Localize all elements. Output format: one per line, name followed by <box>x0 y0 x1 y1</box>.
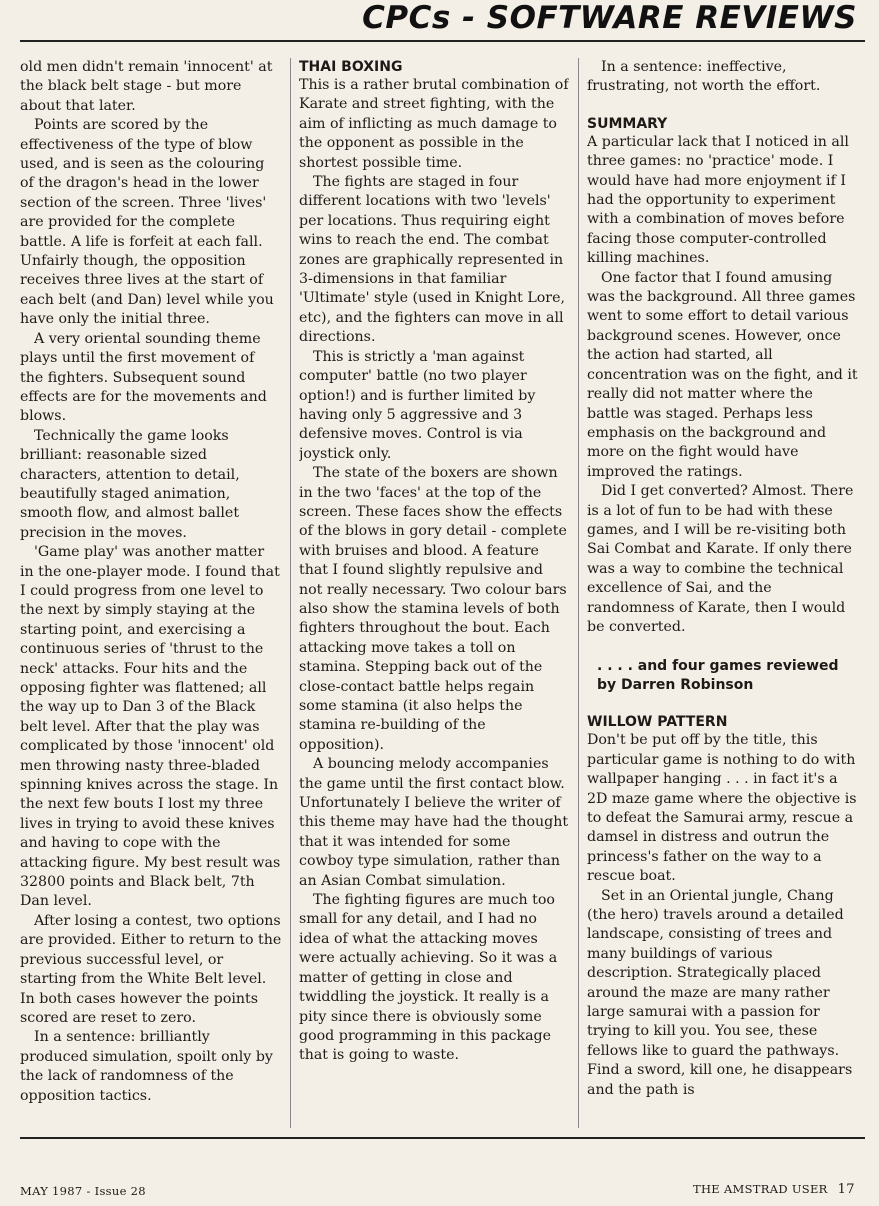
paragraph: Don't be put off by the title, this particular game is nothing to do with wallpaper hanging . . . in fact it's a 2D maze game where the objective is to defeat the Samurai army, rescue a damsel in distress and outrun the princess's father on the way to a rescue boat. <box>587 732 857 885</box>
paragraph: In a sentence: brilliantly produced simulation, spoilt only by the lack of randomness of the opposition tactics. <box>20 1029 273 1104</box>
column-3 <box>587 58 859 1128</box>
paragraph: Did I get converted? Almost. There is a lot of fun to be had with these games, and I will be re-visiting both Sai Combat and Karate. If only there was a way to combine the technical excellence of Sai, and the randomness of Karate, then I would be converted. <box>587 483 854 635</box>
column-1 <box>20 58 282 1128</box>
paragraph: A very oriental sounding theme plays until the first movement of the fighters. Subsequent sound effects are for the movements and blows. <box>20 330 267 425</box>
paragraph: After losing a contest, two options are provided. Either to return to the previous successful level, or starting from the White Belt level. In both cases however the points scored are reset to zero. <box>20 912 282 1026</box>
paragraph: 'Game play' was another matter in the one-player mode. I found that I could progress from one level to the next by simply staying at the starting point, and exercising a continuous series of 'thrust to the neck' attacks. Four hits and the opposing fighter was flattened; all the way up to Dan 3 of the Black belt level. After that the play was complicated by those 'innocent' old men throwing nasty three-bladed spinning knives across the stage. In the next few bouts I lost my three lives in trying to avoid these knives and having to cope with the attacking figure. My best result was 32800 points and Black belt, 7th Dan level. <box>20 544 281 910</box>
page-footer <box>693 1182 855 1197</box>
paragraph: The state of the boxers are shown in the two 'faces' at the top of the screen. These faces show the effects of the blows in gory detail - complete with bruises and blood. A feature that I found slightly repulsive and not really necessary. Two colour bars also show the stamina levels of both fighters throughout the bout. Each attacking move takes a toll on stamina. Stepping back out of the close-contact battle helps regain some stamina (it also helps the stamina re-building of the opposition). <box>299 465 567 753</box>
issue-date: MAY 1987 - Issue 28 <box>20 1184 146 1198</box>
header-rule <box>20 40 865 42</box>
paragraph: In a sentence: ineffective, frustrating, not worth the effort. <box>587 59 821 95</box>
paragraph: Set in an Oriental jungle, Chang (the hero) travels around a detailed landscape, consisting of trees and many buildings of various description. Strategically placed around the maze are many rather large samurai with a passion for trying to kill you. You see, these fellows like to guard the pathways. Find a sword, kill one, he disappears and the path is <box>587 887 853 1098</box>
column-divider <box>290 58 291 1128</box>
section-header: CPCs - SOFTWARE REVIEWS <box>362 0 857 36</box>
column-2 <box>299 58 569 1128</box>
paragraph: A particular lack that I noticed in all three games: no 'practice' mode. I would have had more enjoyment if I had the opportunity to experiment with a combination of moves before facing those computer-controlled killing machines. <box>587 133 849 267</box>
thai-boxing-heading: THAI BOXING <box>299 59 403 75</box>
paragraph: This is strictly a 'man against computer' battle (no two player option!) and is further limited by having only 5 aggressive and 3 defensive moves. Control is via joystick only. <box>299 348 536 462</box>
magazine-name: THE AMSTRAD USER <box>693 1182 828 1196</box>
page-number: 17 <box>837 1182 855 1197</box>
summary-heading: SUMMARY <box>587 115 668 132</box>
credit-line-1: . . . . and four games reviewed <box>597 658 839 675</box>
reviewer-credit <box>597 657 859 695</box>
paragraph: The fighting figures are much too small for any detail, and I had no idea of what the attacking moves were actually achieving. So it was a matter of getting in close and twiddling the joystick. It really is a pity since there is obviously some good programming in this package that is going to waste. <box>299 892 558 1064</box>
column-divider <box>578 58 579 1128</box>
paragraph: Points are scored by the effectiveness of the type of blow used, and is seen as the colouring of the dragon's head in the lower section of the screen. Three 'lives' are provided for the complete battle. A life is forfeit at each fall. Unfairly though, the opposition receives three lives at the start of each belt (and Dan) level while you have only the initial three. <box>20 117 274 328</box>
paragraph: This is a rather brutal combination of Karate and street fighting, with the aim of inflicting as much damage to the opponent as possible in the shortest possible time. <box>299 77 569 171</box>
footer-rule <box>20 1137 865 1139</box>
paragraph: A bouncing melody accompanies the game until the first contact blow. Unfortunately I believe the writer of this theme may have had the thought that it was intended for some cowboy type simulation, rather than an Asian Combat simulation. <box>299 756 569 889</box>
paragraph: The fights are staged in four different locations with two 'levels' per locations. Thus requiring eight wins to reach the end. The combat zones are graphically represented in 3-dimensions in that familiar 'Ultimate' style (used in Knight Lore, etc), and the fighters can move in all directions. <box>299 174 565 346</box>
paragraph: old men didn't remain 'innocent' at the black belt stage - but more about that later. <box>20 59 273 114</box>
paragraph: Technically the game looks brilliant: reasonable sized characters, attention to detail, beautifully staged animation, smooth flow, and almost ballet precision in the moves. <box>20 427 240 541</box>
credit-line-2: by Darren Robinson <box>597 677 754 694</box>
willow-pattern-heading: WILLOW PATTERN <box>587 714 728 731</box>
paragraph: One factor that I found amusing was the background. All three games went to some effort to detail various background scenes. However, once the action had started, all concentration was on the fight, and it really did not matter where the battle was staged. Perhaps less emphasis on the background and more on the fight would have improved the ratings. <box>587 269 858 480</box>
